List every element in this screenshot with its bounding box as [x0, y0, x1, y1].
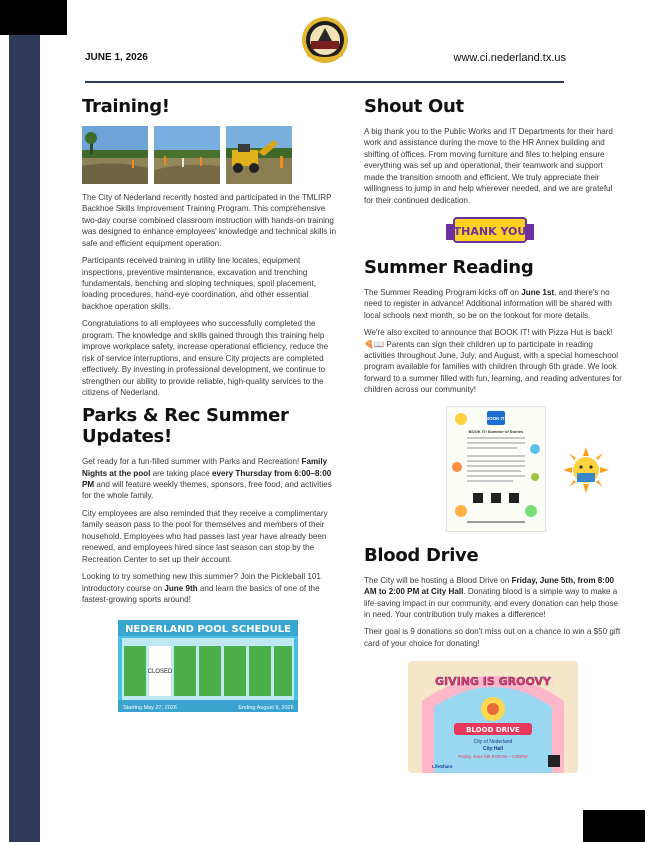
poster-headline: GIVING IS GROOVY — [434, 675, 552, 689]
thank-you-text: THANK YOU — [453, 224, 527, 238]
blood-drive-poster-image — [408, 661, 578, 773]
parks-paragraph-1: Get ready for a fun-filled summer with Parks and Recreation! Family Nights at the pool are taking place every Thursday from 6:00–8:00 PM and will feature weekly themes, sponsors, free food, and activities for the whole family. — [82, 457, 332, 501]
training-photos — [82, 126, 340, 184]
reading-sun-illustration — [563, 447, 609, 493]
pool-schedule-title: NEDERLAND POOL SCHEDULE — [125, 623, 291, 635]
blood-title: Blood Drive — [364, 544, 479, 566]
thank-you-banner — [444, 214, 536, 246]
right-column — [364, 96, 624, 778]
corner-block-bottom — [583, 810, 645, 842]
poster-banner: BLOOD DRIVE — [466, 726, 520, 735]
blood-paragraph-1: The City will be hosting a Blood Drive on Friday, June 5th, from 8:00 AM to 2:00 PM at City Hall. Donating blood is a simple way to make a life-saving impact in our community, and every donation can help those in need. Your contribution truly makes a difference! — [364, 575, 619, 619]
poster-place: City Hall — [482, 746, 504, 753]
header-divider — [85, 81, 564, 83]
parks-paragraph-3: Looking to try something new this summer? Join the Pickleball 101 introductory course on June 9th and learn the basics of one of the fastest-growing sports around! — [82, 572, 321, 605]
summer-title: Summer Reading — [364, 256, 534, 278]
training-photo-1 — [82, 126, 148, 184]
city-seal-logo — [301, 16, 349, 64]
parks-title: Parks & Rec Summer Updates! — [82, 404, 289, 448]
blood-paragraph-2: Their goal is 9 donations so don't miss out on a chance to win a $50 gift card of your choice for donating! — [364, 627, 621, 648]
summer-paragraph-1: The Summer Reading Program kicks off on June 1st, and there's no need to register in advance! Additional information will be shared with local schools next month, so be on the lookout for more details. — [364, 287, 612, 320]
book-it-flyer-image — [446, 406, 546, 532]
pool-schedule-image — [118, 620, 298, 712]
flyer-badge: BOOK IT! — [485, 415, 507, 421]
poster-brand: LifeShare — [432, 764, 453, 770]
poster-org: City of Nederland — [473, 739, 513, 746]
poster-date: Friday, June 5th 8:00AM – 2:00PM — [458, 754, 528, 760]
summer-paragraph-2: We're also excited to announce that BOOK IT! with Pizza Hut is back! 🍕📖 Parents can sign their children up to participate in reading activities throughout June, July, and August, with a special homeschool program available for families with children through 6th grade. We look forward to a summer filled with fun, learning, and reading adventures for children across our community! — [364, 328, 622, 395]
website-url[interactable]: www.ci.nederland.tx.us — [453, 52, 566, 64]
flyer-heading: BOOK IT! Summer of Stories — [468, 428, 524, 434]
training-paragraph-1: The City of Nederland recently hosted and participated in the TMLIRP Backhoe Skills Improvement Training Program. This comprehensive two-day course combined classroom instruction with hands-on training was designed to enhance employees' knowledge and technical skills in safe and efficient equipment operation. — [82, 192, 336, 248]
left-column — [82, 96, 340, 717]
shoutout-title: Shout Out — [364, 96, 464, 117]
corner-block-top — [0, 0, 67, 35]
training-paragraph-2: Participants received training in utility line locates, equipment inspections, preventive maintenance, excavation and trenching fundamentals, benching and sloping techniques, spoil placement, loading procedures, hand-eye coordination, and other essential backhoe operation skills. — [82, 256, 316, 311]
sidebar-bar — [9, 35, 40, 842]
training-title: Training! — [82, 96, 170, 117]
training-photo-3 — [226, 126, 292, 184]
pool-footer-left: Starting May 27, 2026 — [123, 704, 177, 711]
pool-closed-label: CLOSED — [147, 668, 173, 675]
training-photo-2 — [154, 126, 220, 184]
parks-paragraph-2: City employees are also reminded that they receive a complimentary family season pass to the pool for themselves and members of their household. Employees who had passes last year have already been renewed, and employees hired since last season can stop by the Recreation Center to set up their account. — [82, 508, 328, 564]
newsletter-date: JUNE 1, 2026 — [85, 52, 148, 63]
shoutout-paragraph: A big thank you to the Public Works and IT Departments for their hard work and assistance during the move to the HR Annex building and shifting of offices. From moving furniture and files to helping ensure everything was set up and operational, their teamwork and support made the transition smooth and efficient. We truly appreciate their willingness to jump in and help wherever needed, and we are grateful for their continued dedication. — [364, 126, 613, 205]
training-paragraph-3: Congratulations to all employees who successfully completed the program. The knowledge and skills gained through this training help improve workplace safety, increase operational efficiency, reduce the risk of service interruptions, and ensure City projects are completed effectively. By investing in professional development, we continue to strengthen our ability to provide reliable, high-quality services to the citizens of Nederland. — [82, 319, 329, 398]
pool-footer-right: Ending August 9, 2026 — [238, 704, 294, 711]
